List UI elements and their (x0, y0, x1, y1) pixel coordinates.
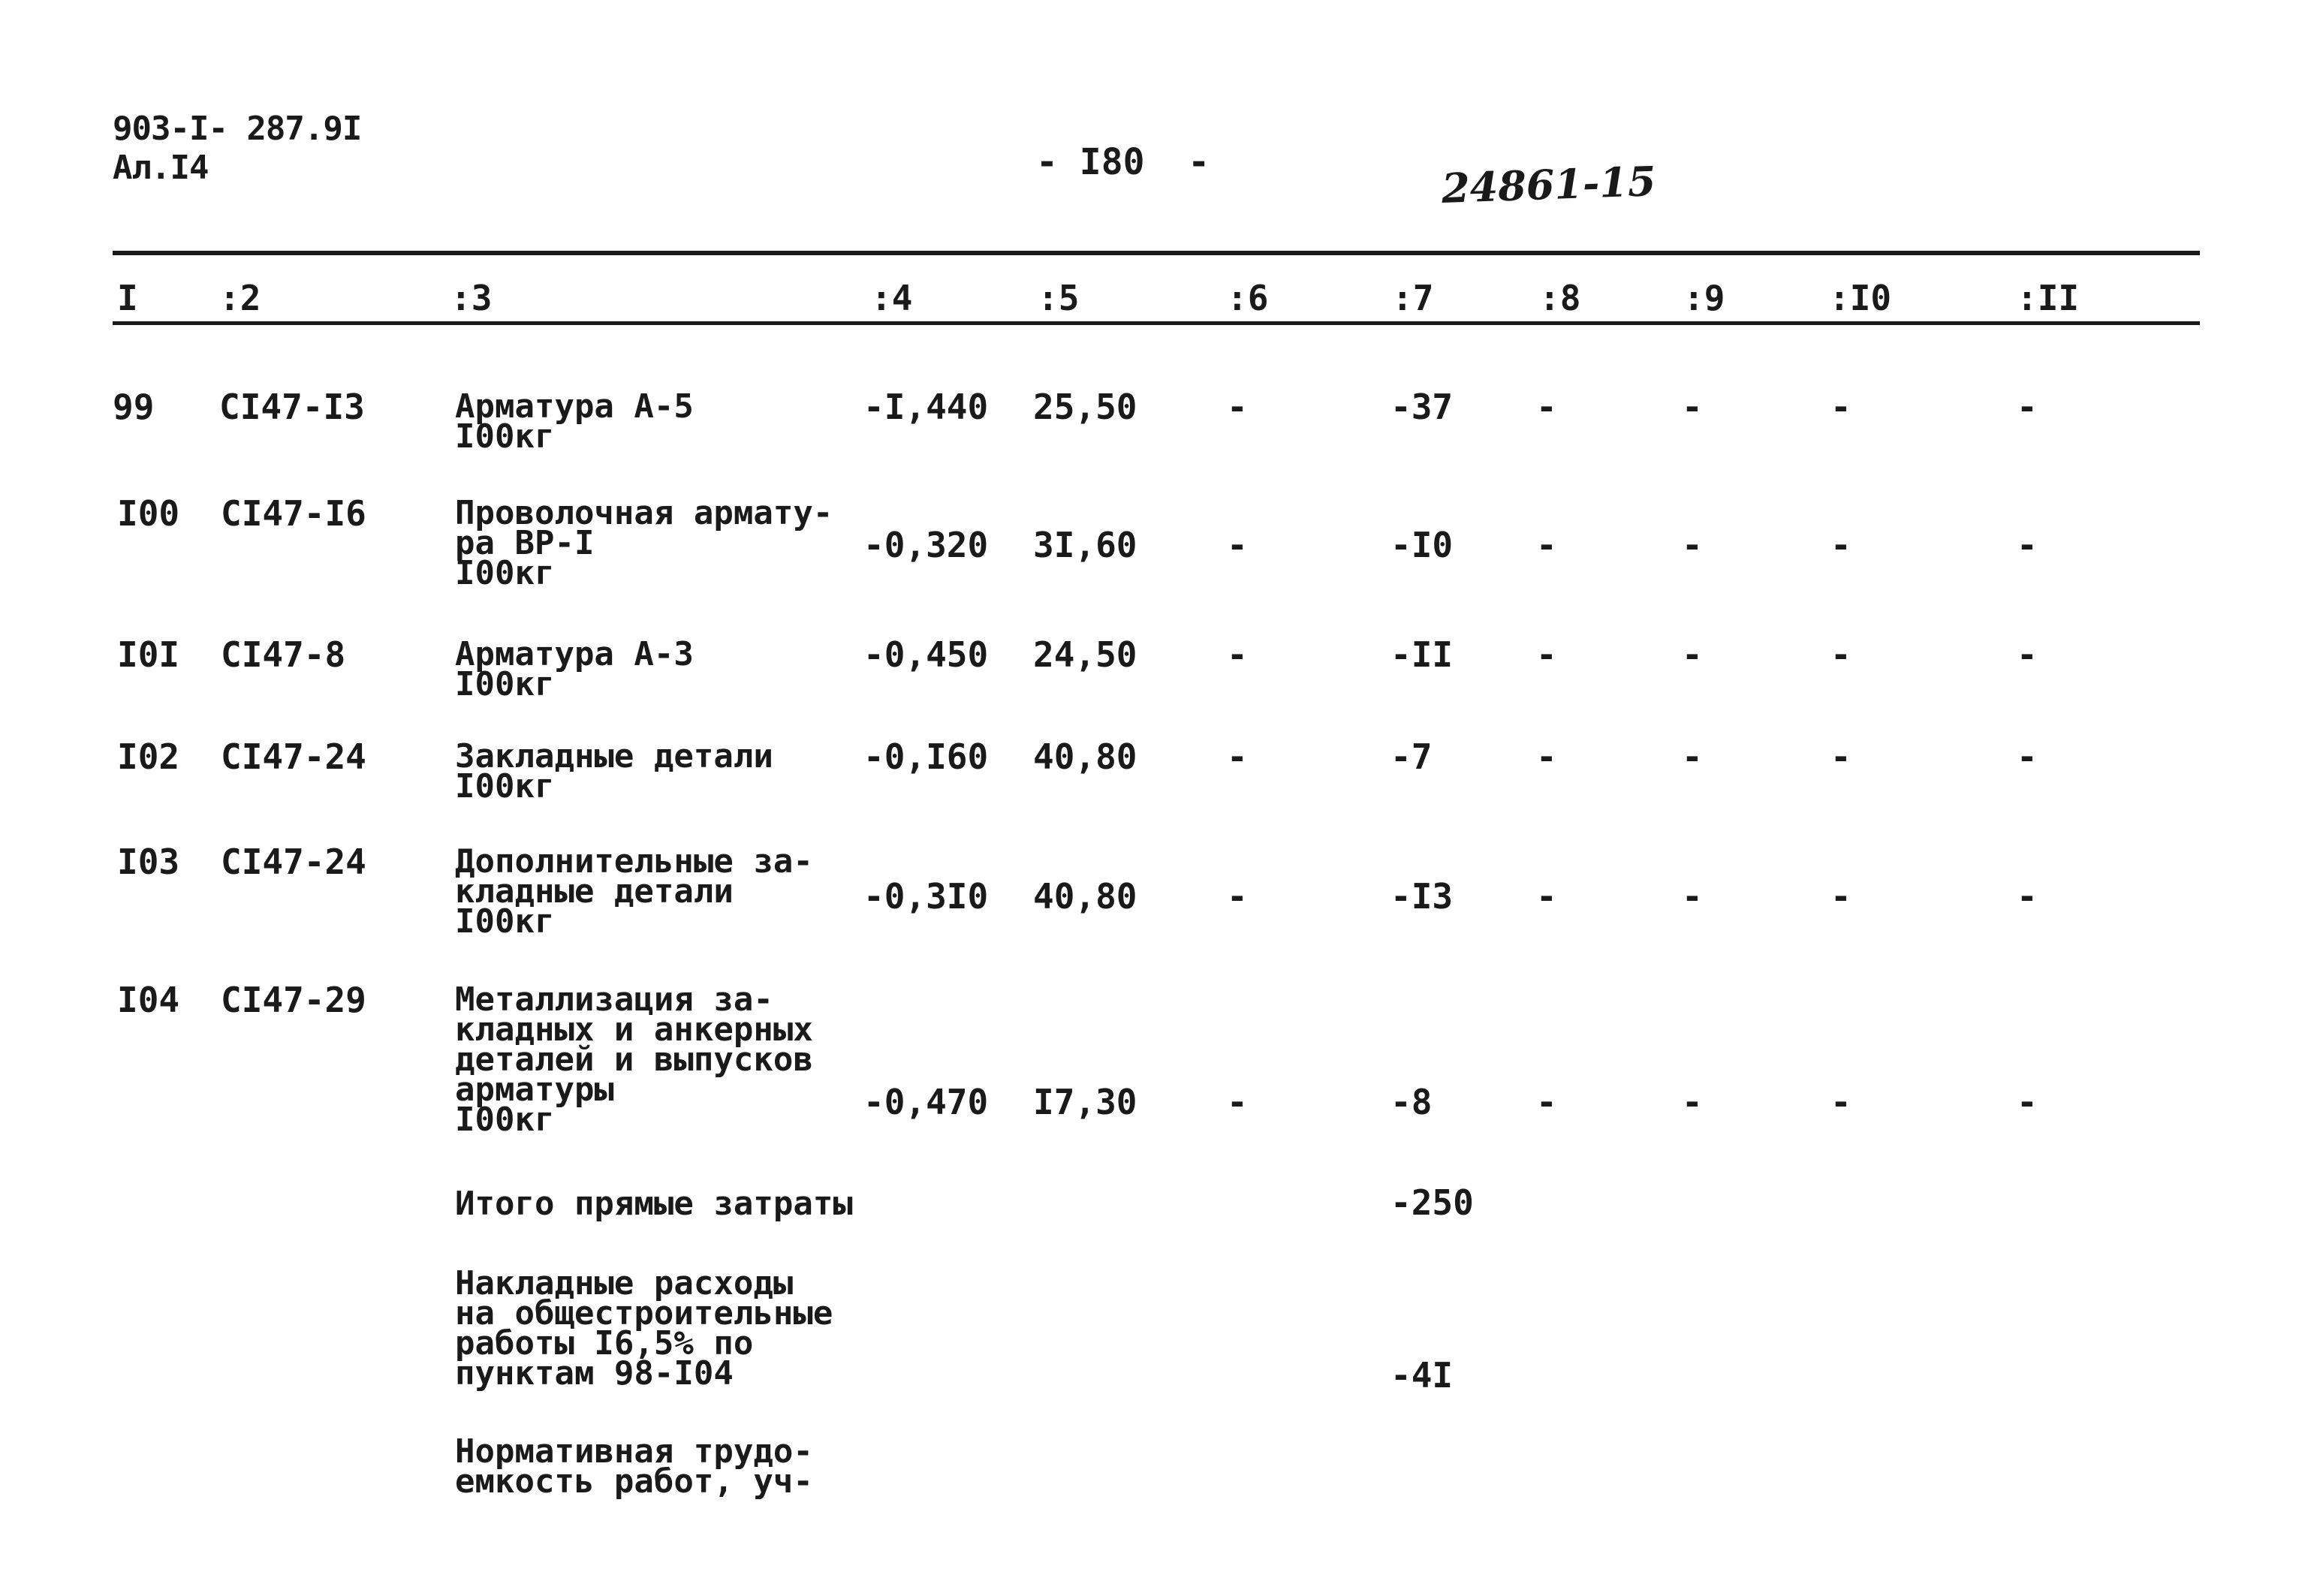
row-col8: - (1536, 736, 1557, 777)
column-header-5: :5 (1038, 278, 1080, 318)
row-code: CI47-24 (221, 736, 366, 777)
column-header-4: :4 (871, 278, 913, 318)
normative-label: Нормативная трудо- емкость работ, уч- (455, 1432, 813, 1501)
row-col11: - (2017, 876, 2038, 917)
row-col5: 25,50 (1033, 387, 1137, 427)
row-col4: -0,I60 (863, 736, 989, 777)
row-code: CI47-29 (221, 980, 366, 1020)
column-header-8: :8 (1539, 278, 1581, 318)
page-number: - I80 - (1036, 141, 1210, 183)
row-col9: - (1682, 876, 1703, 917)
row-number: I00 (117, 493, 180, 534)
row-col6: - (1227, 736, 1248, 777)
row-col7: -II (1391, 634, 1454, 675)
column-header-6: :6 (1227, 278, 1269, 318)
row-col9: - (1682, 736, 1703, 777)
row-col10: - (1830, 736, 1852, 777)
column-header-3: :3 (450, 278, 493, 318)
row-description: Арматура А-3 I00кг (455, 635, 694, 703)
column-header-7: :7 (1392, 278, 1434, 318)
row-col6: - (1227, 387, 1248, 427)
row-col9: - (1682, 525, 1703, 565)
row-description: Металлизация за- кладных и анкерных деталей и выпусков арматуры I00кг (455, 980, 813, 1139)
row-col11: - (2017, 736, 2038, 777)
row-col7: -I3 (1391, 876, 1454, 917)
row-col11: - (2017, 634, 2038, 675)
row-col9: - (1682, 634, 1703, 675)
row-col4: -I,440 (863, 387, 989, 427)
row-code: CI47-I3 (219, 387, 365, 427)
row-col4: -0,3I0 (863, 876, 989, 917)
row-col11: - (2017, 525, 2038, 565)
row-col10: - (1830, 525, 1852, 565)
row-col11: - (2017, 1082, 2038, 1122)
document-code-line2: Ал.I4 (113, 149, 209, 187)
column-header-1: I (117, 278, 138, 318)
row-number: I0I (117, 634, 180, 675)
row-col7: -I0 (1391, 525, 1454, 565)
row-col5: I7,30 (1033, 1082, 1137, 1122)
direct-costs-value: -250 (1391, 1182, 1474, 1223)
row-col5: 3I,60 (1033, 525, 1137, 565)
row-col8: - (1536, 525, 1557, 565)
row-col10: - (1830, 387, 1852, 427)
handwritten-number: 24861-15 (1440, 157, 1657, 212)
row-col6: - (1227, 525, 1248, 565)
row-description: Проволочная армату- ра ВР-I I00кг (455, 494, 833, 592)
row-col4: -0,450 (863, 634, 989, 675)
table-header-rule (113, 321, 2200, 325)
row-col6: - (1227, 876, 1248, 917)
column-header-11: :II (2017, 278, 2080, 318)
row-description: Закладные детали I00кг (455, 737, 773, 806)
row-col8: - (1536, 387, 1557, 427)
row-col8: - (1536, 634, 1557, 675)
row-col8: - (1536, 1082, 1557, 1122)
document-code (113, 110, 361, 188)
row-col4: -0,320 (863, 525, 989, 565)
row-col5: 40,80 (1033, 876, 1137, 917)
row-col10: - (1830, 1082, 1852, 1122)
column-header-9: :9 (1683, 278, 1725, 318)
direct-costs-label: Итого прямые затраты (455, 1185, 853, 1223)
row-description: Арматура А-5 I00кг (455, 387, 694, 456)
overhead-label: Накладные расходы на общестроительные работы I6,5% по пунктам 98-I04 (455, 1264, 833, 1393)
row-col9: - (1682, 387, 1703, 427)
column-header-2: :2 (219, 278, 261, 318)
row-col10: - (1830, 876, 1852, 917)
overhead-value: -4I (1391, 1355, 1454, 1396)
row-number: I03 (117, 842, 180, 882)
column-header-10: :I0 (1829, 278, 1892, 318)
row-number: 99 (113, 387, 155, 427)
row-col4: -0,470 (863, 1082, 989, 1122)
row-col6: - (1227, 634, 1248, 675)
document-code-line1: 903-I- 287.9I (113, 110, 362, 148)
row-description: Дополнительные за- кладные детали I00кг (455, 842, 813, 941)
row-col9: - (1682, 1082, 1703, 1122)
row-col6: - (1227, 1082, 1248, 1122)
row-col7: -37 (1391, 387, 1454, 427)
row-code: CI47-24 (221, 842, 366, 882)
row-col5: 24,50 (1033, 634, 1137, 675)
row-col11: - (2017, 387, 2038, 427)
table-top-rule (113, 251, 2200, 255)
row-number: I04 (117, 980, 180, 1020)
row-col10: - (1830, 634, 1852, 675)
row-code: CI47-I6 (221, 493, 366, 534)
row-number: I02 (117, 736, 180, 777)
row-col8: - (1536, 876, 1557, 917)
row-code: CI47-8 (221, 634, 346, 675)
row-col5: 40,80 (1033, 736, 1137, 777)
row-col7: -7 (1391, 736, 1433, 777)
row-col7: -8 (1391, 1082, 1433, 1122)
